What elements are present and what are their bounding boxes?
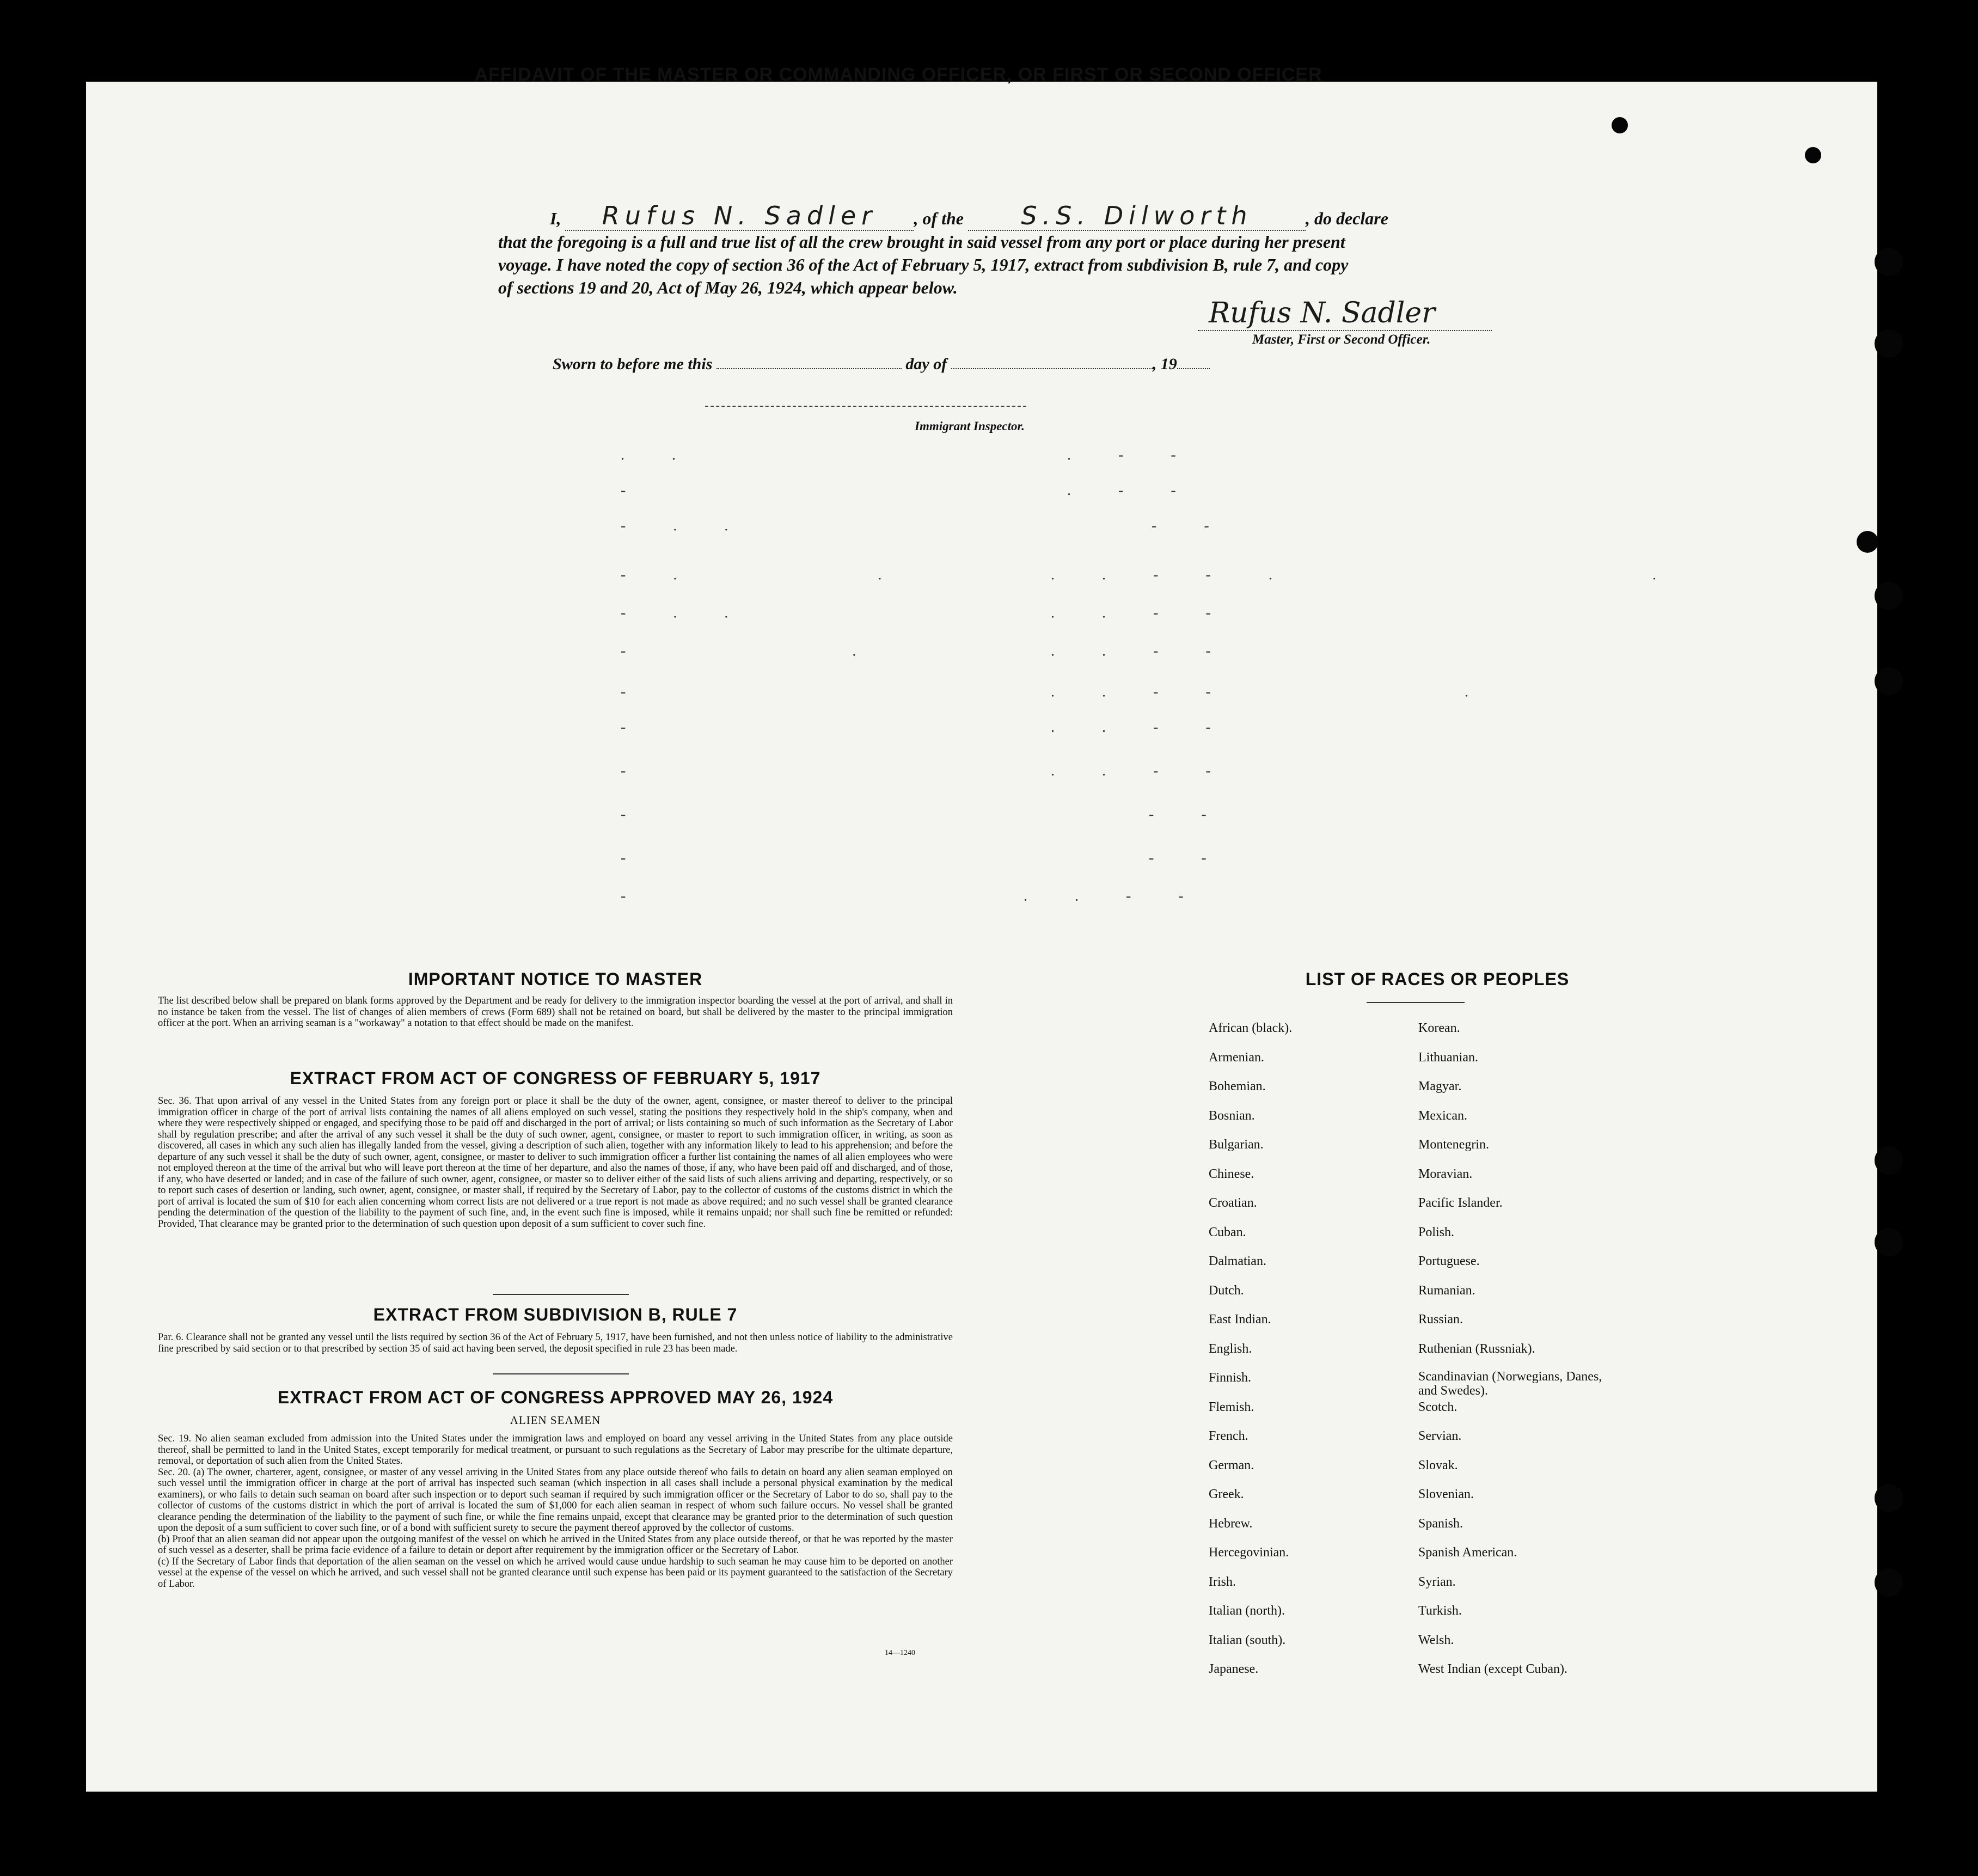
extract-rule7-title: EXTRACT FROM SUBDIVISION B, RULE 7: [373, 1305, 738, 1324]
punch-hole: [1805, 147, 1821, 163]
extract-1924-subtitle: ALIEN SEAMEN: [510, 1414, 601, 1427]
punch-hole: [1875, 1146, 1903, 1175]
race-item: Greek.: [1209, 1487, 1244, 1501]
faint-marks: -: [621, 888, 648, 905]
day-of-label: day of: [905, 355, 947, 373]
section-20b: (b) Proof that an alien seaman did not appear upon the outgoing manifest of the vessel on which he arrived in the United States from any place outside thereof, or that he was reported by the master of such vessel as a deserter, shall be prima facie evidence of a failure to detain or deport after requirement by the immigration officer or the Secretary of Labor.: [158, 1533, 953, 1556]
affidavit-declaration-line: [550, 201, 1557, 231]
faint-marks: -: [621, 719, 648, 736]
race-item: West Indian (except Cuban).: [1418, 1662, 1567, 1676]
faint-marks: . . - -: [1051, 643, 1233, 659]
faint-marks: - . .: [621, 604, 750, 621]
race-item: Welsh.: [1418, 1633, 1454, 1647]
affidavit-line-3: voyage. I have noted the copy of section 36 of the Act of February 5, 1917, extract from subdivision B, rule 7, and copy: [498, 255, 1349, 274]
race-item: Bulgarian.: [1209, 1138, 1264, 1152]
race-item: Hercegovinian.: [1209, 1545, 1289, 1560]
punch-hole: [1875, 582, 1903, 610]
faint-marks: - -: [1149, 806, 1228, 823]
inspector-caption: Immigrant Inspector.: [915, 419, 1025, 433]
punch-hole: [1857, 531, 1878, 553]
faint-marks: -: [621, 683, 648, 700]
race-item: Lithuanian.: [1418, 1050, 1478, 1065]
extract-1917-title: EXTRACT FROM ACT OF CONGRESS OF FEBRUARY 5, 1917: [290, 1068, 821, 1088]
race-item: Moravian.: [1418, 1166, 1473, 1181]
races-column-1: [1209, 1020, 1394, 1690]
vessel-name: S.S. Dilworth: [1021, 201, 1253, 230]
notice-title: IMPORTANT NOTICE TO MASTER: [408, 969, 703, 989]
signature-caption: Master, First or Second Officer.: [1252, 332, 1431, 347]
do-declare-label: , do declare: [1306, 209, 1388, 228]
race-item: Bosnian.: [1209, 1108, 1255, 1123]
faint-marks: . . - -: [1051, 719, 1233, 736]
race-item: Slovenian.: [1418, 1487, 1474, 1501]
section-20a: Sec. 20. (a) The owner, charterer, agent, consignee, or master of any vessel arriving in the United States from any place outside thereof who fails to detain on board any alien seaman employed on such vessel until the immigration officer in charge at the port of arrival has inspected such seaman (which inspection in all cases shall include a personal physical examination by the medical examiners), or who fails to detain such seaman on board after such inspection or to deport such seaman if required by such immigration officer or the Secretary of Labor to do so, shall pay to the collector of customs of the customs district in which the port of arrival is located the sum of $1,000 for each alien seaman in respect of whom such failure occurs. No vessel shall be granted clearance pending the determination of the liability to the payment of such fine, or while the fine remains unpaid, except that clearance may be granted prior to the determination of such question upon the deposit of a sum sufficient to cover such fine, or of a bond with sufficient surety to secure the payment thereof approved by the collector of customs.: [158, 1466, 953, 1533]
race-item: Slovak.: [1418, 1458, 1458, 1472]
race-item: Turkish.: [1418, 1604, 1462, 1618]
section-divider: [493, 1373, 629, 1374]
punch-hole: [1875, 1568, 1903, 1597]
race-item: Polish.: [1418, 1225, 1455, 1239]
faint-marks: - -: [1152, 517, 1231, 534]
race-item: Rumanian.: [1418, 1283, 1475, 1298]
race-item: French.: [1209, 1429, 1248, 1443]
race-item: Scotch.: [1418, 1400, 1458, 1414]
race-item: Irish.: [1209, 1574, 1236, 1589]
faint-marks: . . - -: [1051, 683, 1233, 700]
faint-marks: . . - -: [1051, 566, 1233, 583]
faint-marks: -: [621, 762, 648, 779]
year-prefix: , 19: [1152, 355, 1177, 373]
race-item: Scandinavian (Norwegians, Danes, and Swedes).: [1418, 1370, 1602, 1398]
race-item: Flemish.: [1209, 1400, 1254, 1414]
race-item: German.: [1209, 1458, 1254, 1472]
race-item: Bohemian.: [1209, 1079, 1266, 1093]
faint-marks: . . - -: [1024, 888, 1205, 905]
race-item: African (black).: [1209, 1021, 1293, 1035]
faint-marks: .: [1465, 683, 1490, 700]
punch-hole: [1875, 1228, 1903, 1256]
faint-marks: . . - -: [1051, 604, 1233, 621]
sworn-line: [553, 353, 1210, 376]
race-item: Cuban.: [1209, 1225, 1246, 1239]
extract-1924-title: EXTRACT FROM ACT OF CONGRESS APPROVED MAY 26, 1924: [277, 1388, 834, 1407]
race-item: Italian (south).: [1209, 1633, 1286, 1647]
affidavit-line-4: of sections 19 and 20, Act of May 26, 1924, which appear below.: [498, 278, 958, 297]
race-item: East Indian.: [1209, 1312, 1271, 1327]
sworn-label: Sworn to before me this: [553, 355, 713, 373]
faint-marks: -: [621, 806, 648, 823]
faint-marks: - . .: [621, 566, 904, 583]
race-item: Korean.: [1418, 1021, 1460, 1035]
race-item: Pacific Islander.: [1418, 1196, 1503, 1210]
i-label: I,: [550, 209, 561, 228]
of-the-label: , of the: [914, 209, 964, 228]
affidavit-line-2: that the foregoing is a full and true list of all the crew brought in said vessel from any port or place during her present: [498, 232, 1345, 252]
race-item: Hebrew.: [1209, 1516, 1253, 1531]
race-item: Ruthenian (Russniak).: [1418, 1341, 1535, 1356]
race-item: Armenian.: [1209, 1050, 1264, 1065]
race-item: Spanish American.: [1418, 1545, 1517, 1560]
races-column-2: [1418, 1020, 1669, 1690]
race-item: Croatian.: [1209, 1196, 1257, 1210]
punch-hole: [1875, 329, 1903, 358]
section-20c: (c) If the Secretary of Labor finds that deportation of the alien seaman on the vessel on which he arrived would cause undue hardship to such seaman he may cause him to be deported on another vessel at the expense of the vessel on which he arrived, and such vessel shall not be granted clearance until such expense has been paid or its payment guaranteed to the satisfaction of the Secretary of Labor.: [158, 1556, 953, 1590]
extract-1924-sections: [158, 1433, 953, 1590]
punch-hole: [1875, 667, 1903, 695]
form-number: 14—1240: [885, 1649, 915, 1657]
race-item: Dutch.: [1209, 1283, 1244, 1298]
race-item: Magyar.: [1418, 1079, 1462, 1093]
faint-marks: . - -: [1067, 482, 1198, 499]
races-title: LIST OF RACES OR PEOPLES: [1305, 969, 1570, 989]
master-signature: Rufus N. Sadler: [1209, 297, 1435, 329]
race-item: Mexican.: [1418, 1108, 1467, 1123]
race-item: Chinese.: [1209, 1166, 1254, 1181]
faint-marks: - .: [621, 643, 878, 659]
race-item: Italian (north).: [1209, 1604, 1285, 1618]
inspector-signature-line: [705, 406, 1026, 407]
punch-hole: [1875, 248, 1903, 276]
punch-hole: [1875, 1484, 1903, 1512]
race-item: Japanese.: [1209, 1662, 1259, 1676]
master-name: Rufus N. Sadler: [602, 201, 878, 230]
race-item: Finnish.: [1209, 1371, 1252, 1385]
faint-marks: - -: [1149, 850, 1228, 866]
section-divider: [493, 1294, 629, 1295]
extract-rule7-body: Par. 6. Clearance shall not be granted any vessel until the lists required by section 36 of the Act of February 5, 1917, have been furnished, and not then unless notice of liability to the administrative fine prescribed by said section or to that prescribed by section 35 of said act having been served, the deposit specified in rule 23 has been made.: [158, 1332, 953, 1354]
race-item: Russian.: [1418, 1312, 1463, 1327]
faint-marks: . . - -: [1051, 762, 1233, 779]
faint-marks: . - -: [1067, 447, 1198, 463]
faint-marks: -: [621, 482, 648, 499]
race-item: Servian.: [1418, 1429, 1462, 1443]
faint-marks: . .: [621, 447, 697, 463]
race-item: Spanish.: [1418, 1516, 1463, 1531]
race-item: Dalmatian.: [1209, 1254, 1266, 1268]
notice-body: The list described below shall be prepared on blank forms approved by the Department and be ready for delivery to the immigration inspector boarding the vessel at the port of arrival, and shall in no instance be taken from the vessel. The list of changes of alien members of crews (Form 689) shall not be retained on board, but shall be delivered by the master to the principal immigration officer at the port. When an arriving seaman is a "workaway" a notation to that effect should be made on the manifest.: [158, 995, 953, 1029]
faint-marks: -: [621, 850, 648, 866]
section-19: Sec. 19. No alien seaman excluded from admission into the United States under the immigration laws and employed on board any vessel arriving in the United States from any place outside thereof, shall be permitted to land in the United States, except temporarily for medical treatment, or pursuant to such regulations as the Secretary of Labor may prescribe for the ultimate departure, removal, or deportation of such alien from the United States.: [158, 1433, 953, 1466]
affidavit-title: AFFIDAVIT OF THE MASTER OR COMMANDING OFFICER, OR FIRST OR SECOND OFFICER: [474, 64, 1322, 85]
race-item: Syrian.: [1418, 1574, 1456, 1589]
faint-marks: - . .: [621, 517, 750, 534]
punch-hole: [1612, 117, 1628, 133]
races-title-rule: [1367, 1002, 1465, 1003]
faint-marks: . .: [1269, 566, 1678, 583]
race-item: English.: [1209, 1341, 1252, 1356]
race-item: Portuguese.: [1418, 1254, 1480, 1268]
extract-1917-body: Sec. 36. That upon arrival of any vessel in the United States from any foreign port or place it shall be the duty of the owner, agent, consignee, or master thereof to deliver to the principal immigration officer in charge of the port of arrival lists containing the names of all aliens employed on such vessel, stating the positions they respectively hold in the ship's company, when and where they were respectively shipped or engaged, and specifying those to be paid off and discharged in the port of arrival; or lists containing so much of such information as the Secretary of Labor shall by regulation prescribe; and after the arrival of any such vessel it shall be the duty of such owner, agent, consignee, or master to report to such immigration officer, in writing, as soon as discovered, all cases in which any such alien has illegally landed from the vessel, giving a description of such alien, together with any information likely to lead to his apprehension; and before the departure of any such vessel it shall be the duty of such owner, agent, consignee, or master to deliver to such immigration officer a further list containing the names of all alien employees who were not employed thereon at the time of the arrival but who will leave port thereon at the time of her departure, and also the names of those, if any, who have been paid off and discharged, and of those, if any, who have deserted or landed; and in case of the failure of such owner, agent, consignee, or master so to deliver either of the said lists of such aliens arriving and departing, respectively, or so to report such cases of desertion or landing, such owner, agent, consignee, or master shall, if required by the Secretary of Labor, pay to the collector of customs of the customs district in which the port of arrival is located the sum of $10 for each alien concerning whom correct lists are not delivered or a true report is not made as above required; and no such vessel shall be granted clearance pending the determination of the question of the liability to the payment of such fine, and, in the event such fine is imposed, while it remains unpaid; nor shall such fine be remitted or refunded: Provided, That clearance may be granted prior to the determination of such question upon deposit of a sum sufficient to cover such fine.: [158, 1096, 953, 1230]
race-item: Montenegrin.: [1418, 1138, 1489, 1152]
